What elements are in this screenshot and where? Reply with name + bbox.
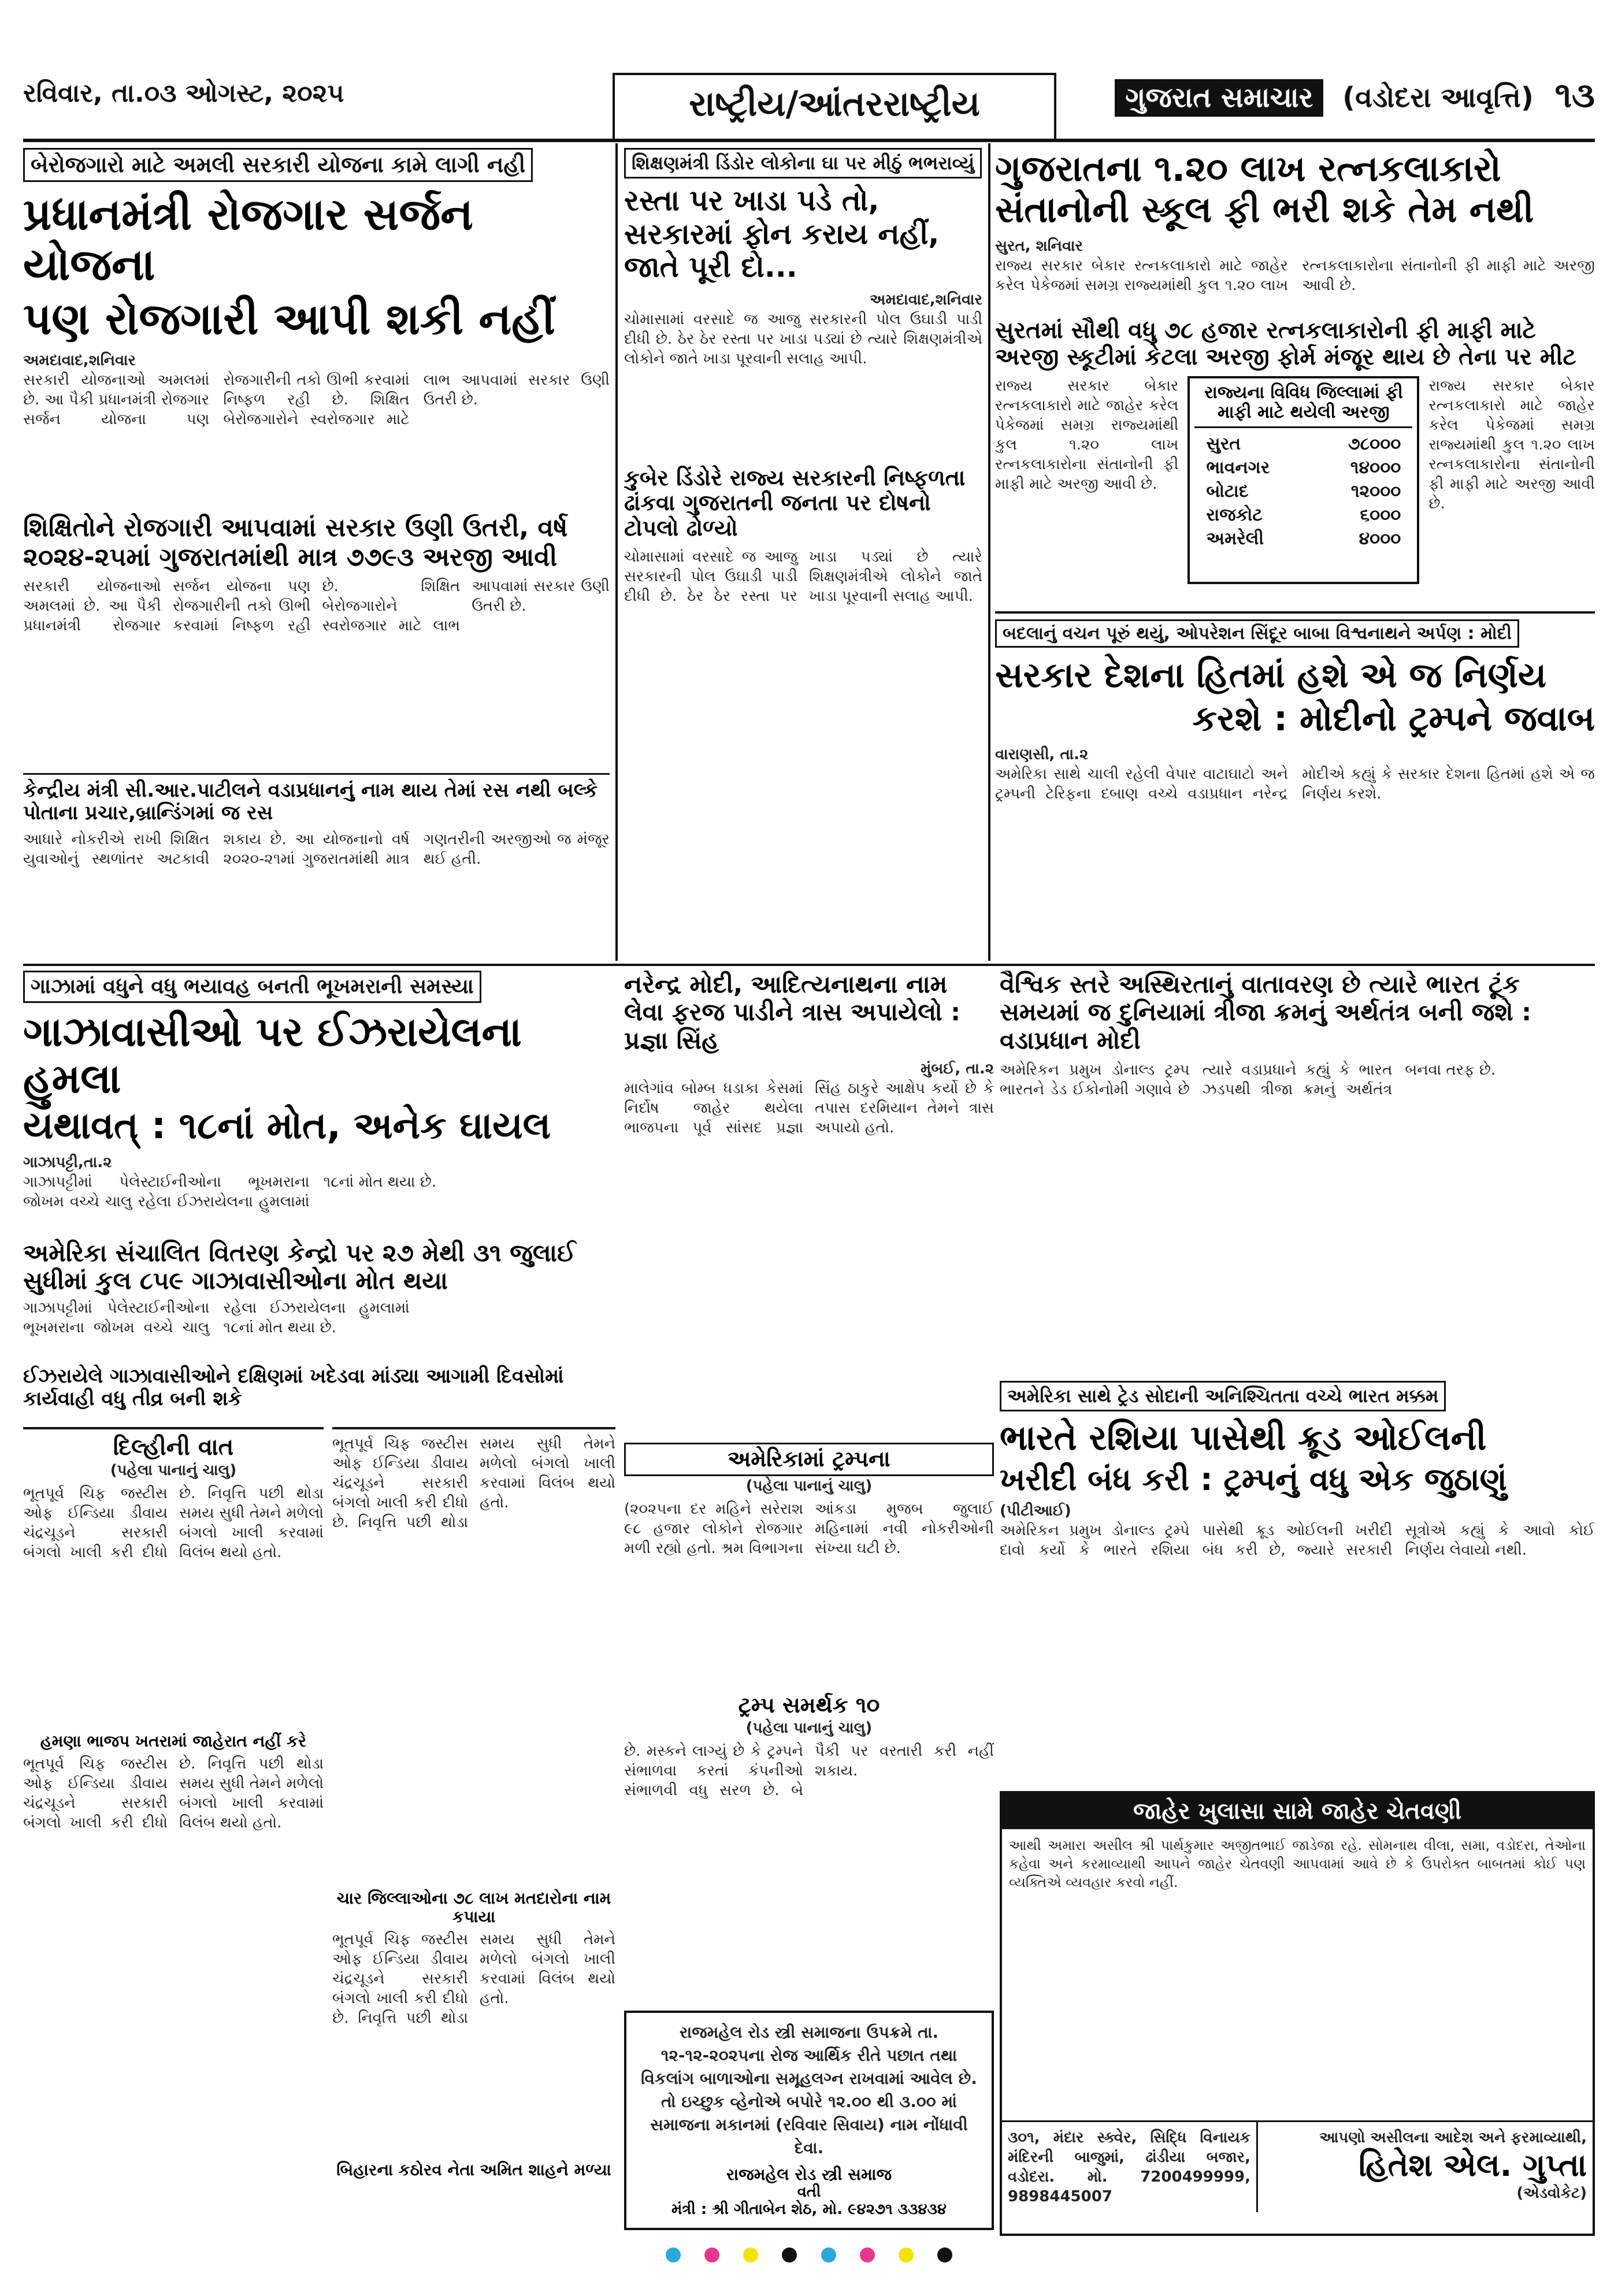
kicker: બદલાનું વચન પૂરું થયું, ઓપરેશન સિંદૂર બાબા વિશ્વનાથને અર્પણ : મોદી [995, 619, 1519, 648]
article-modi-trump [995, 611, 1595, 958]
notice-body: આથી અમારા અસીલ શ્રી પાર્થકુમાર અજીતભાઈ જાડેજા રહે. સોમનાથ વીલા, સમા, વડોદરા, તેઓના કહેવા અને કરમાવ્યાથી આપને જાહેર ચેતવણી આપવામાં આવે છે કે ઉપરોક્ત બાબતમાં કોઈ પણ વ્યક્તિએ વ્યવહાર કરવો નહીં. [1009, 1837, 1586, 1890]
article-body: અમેરિકન પ્રમુખ ડોનાલ્ડ ટ્રમ્પે દાવો કર્યો કે ભારતે રશિયા પાસેથી ક્રૂડ ઓઈલની ખરીદી બંધ કરી છે, જ્યારે સરકારી સૂત્રોએ કહ્યું કે આવો કોઈ નિર્ણય લેવાયો નથી. [1000, 1522, 1595, 1559]
table-row [1196, 433, 1411, 455]
page-number: ૧૩ [1554, 75, 1595, 116]
ad-body: રાજમહેલ રોડ સ્ત્રી સમાજના ઉપક્રમે તા. ૧૨-૧૨-૨૦૨૫ના રોજ આર્થિક રીતે પછાત તથા વિકલાંગ બાળાઓના સમૂહલગ્ન રાખવામાં આવેલ છે. તો ઇચ્છુક વ્હેનોએ બપોરે ૧૨.૦૦ થી ૩.૦૦ માં સમાજના મકાનમાં (રવિવાર સિવાય) નામ નોંધાવી દેવા. [641, 2023, 977, 2157]
article-dindor [624, 148, 982, 957]
article-body: ચોમાસામાં વરસાદે જ આજુ સરકારની પોલ ઉઘાડી પાડી દીધી છે. ઠેર ઠેર રસ્તા પર ખાડા પડ્યાં છે ત્યારે શિક્ષણમંત્રીએ લોકોને જાતે ખાડા પૂરવાની સલાહ આપી. [624, 310, 982, 367]
ad-contact: મંત્રી : શ્રી ગીતાબેન શેઠ, મો. ૯૪૨૭૧ ૩૩૪૩૪ [671, 2201, 947, 2219]
headline: દિલ્હીની વાત [113, 1434, 234, 1461]
kicker: અમેરિકા સાથે ટ્રેડ સોદાની અનિશ્ચિતતા વચ્ચે ભારત મક્કમ [1000, 1381, 1446, 1411]
article-body: સરકારી યોજનાઓ અમલમાં છે. આ પૈકી પ્રધાનમંત્રી રોજગાર સર્જન યોજના પણ રોજગારીની તકો ઊભી કરવામાં નિષ્ફળ રહી છે. શિક્ષિત બેરોજગારોને સ્વરોજગાર માટે લાભ આપવામાં સરકાર ઉણી ઉતરી છે. [23, 578, 610, 635]
article-body: ભૂતપૂર્વ ચિફ જસ્ટીસ ઓફ ઈન્ડિયા ડીવાય ચંદ્રચૂડને સરકારી બંગલો ખાલી કરી દીધો છે. નિવૃત્તિ પછી થોડા સમય સુધી તેમને મળેલો બંગલો ખાલી કરવામાં વિલંબ થયો હતો. [23, 1485, 324, 1561]
article-economy [1000, 971, 1595, 1375]
dateline: અમદાવાદ,શનિવાર [23, 352, 136, 370]
registration-dot-cyan [666, 2247, 681, 2262]
registration-dot-black [937, 2247, 952, 2262]
dateline: સુરત, શનિવાર [995, 237, 1083, 255]
registration-dot-magenta [860, 2247, 875, 2262]
article-body: ભૂતપૂર્વ ચિફ જસ્ટીસ ઓફ ઈન્ડિયા ડીવાય ચંદ્રચૂડને સરકારી બંગલો ખાલી કરી દીધો છે. નિવૃત્તિ પછી થોડા સમય સુધી તેમને મળેલો બંગલો ખાલી કરવામાં વિલંબ થયો હતો. [23, 1755, 324, 1832]
kicker: બેરોજગારો માટે અમલી સરકારી યોજના કામે લાગી નહી [23, 148, 533, 182]
article-rojgar-yojana [23, 148, 610, 957]
table-row [1196, 504, 1411, 526]
table-row [1196, 527, 1411, 550]
subheadline: બિહારના કઠોરવ નેતા અમિત શાહને મળ્યા [336, 2160, 611, 2180]
headline: યથાવત્ : ૧૮નાં મોત, અનેક ઘાયલ [23, 1105, 551, 1147]
dateline: મુંબઈ, તા.૨ [921, 1060, 994, 1078]
registration-dot-yellow [743, 2247, 758, 2262]
subheadline: હમણા ભાજપ ખતરામાં જાહેરાત નહીં કરે [40, 1732, 307, 1751]
article-body: અમેરિકા સાથે ચાલી રહેલી વેપાર વાટાઘાટો અને ટ્રમ્પની ટેરિફના દબાણ વચ્ચે વડાપ્રધાન નરેન્દ્ર મોદીએ કહ્યું કે સરકાર દેશના હિતમાં હશે એ જ નિર્ણય કરશે. [995, 766, 1595, 803]
article-body: ગાઝાપટ્ટીમાં પેલેસ્ટાઈનીઓના ભૂખમરાના જોખમ વચ્ચે ચાલુ રહેલા ઈઝરાયેલના હુમલામાં ૧૮નાં મોત થયા છે. [23, 1173, 437, 1210]
article-body: આધારે નોકરીએ રાખી શિક્ષિત યુવાઓનું સ્થળાંતર અટકાવી શકાય છે. આ યોજનાનો વર્ષ ૨૦૨૦-૨૧માં ગુજરાતમાંથી માત્ર ગણતરીની અરજીઓ જ મંજૂર થઈ હતી. [23, 830, 610, 868]
article-body: રાજ્ય સરકાર બેકાર રત્નકલાકારો માટે જાહેર કરેલ પેકેજમાં સમગ્ર રાજ્યમાંથી કુલ ૧.૨૦ લાખ રત્નકલાકારોના સંતાનોની ફી માફી માટે અરજી આવી છે. [995, 257, 1595, 294]
fee-table [1187, 376, 1419, 584]
subheadline: સુરતમાં સૌથી વધુ ૭૮ હજાર રત્નકલાકારોની ફી માફી માટે અરજી સ્કૂટીમાં કેટલા અરજી ફોર્મ મંજૂર થાય છે તેના પર મીટ [995, 317, 1576, 370]
count: ૪૦૦૦ [1359, 528, 1401, 549]
city: બોટાદ [1206, 481, 1249, 501]
article-body: ચોમાસામાં વરસાદે જ આજુ સરકારની પોલ ઉઘાડી પાડી દીધી છે. ઠેર ઠેર રસ્તા પર ખાડા પડ્યાં છે ત્યારે શિક્ષણમંત્રીએ લોકોને જાતે ખાડા પૂરવાની સલાહ આપી. [624, 548, 982, 605]
count: ૭૮૦૦૦ [1348, 433, 1401, 454]
subheadline: કુબેર ડિંડોરે રાજ્ય સરકારની નિષ્ફળતા ઢાંકવા ગુજરાતની જનતા પર દોષનો ટોપલો ઢોળ્યો [624, 465, 966, 541]
kicker: શિક્ષણમંત્રી ડિંડોર લોકોના ઘા પર મીઠું ભભરાવ્યું [624, 148, 982, 179]
headline: ગાઝાવાસીઓ પર ઈઝરાયેલના હુમલા [23, 1008, 522, 1102]
headline: અમેરિકામાં ટ્રમ્પના [624, 1443, 994, 1476]
registration-dot-magenta [704, 2247, 719, 2262]
notice-address: ૩૦૧, મંદાર સ્ક્વેર, સિદ્ધિ વિનાયક મંદિરની બાજુમાં, ઢાંડીયા બજાર, વડોદરા. મો. 7200499999, 9898445007 [1002, 2122, 1258, 2212]
dateline: વારાણસી, તા.૨ [995, 746, 1089, 763]
legal-notice [1000, 1791, 1595, 2236]
city: અમરેલી [1206, 528, 1264, 549]
ad-org: રાજમહેલ રોડ સ્ત્રી સમાજ [726, 2165, 892, 2184]
article-body: ભૂતપૂર્વ ચિફ જસ્ટીસ ઓફ ઈન્ડિયા ડીવાય ચંદ્રચૂડને સરકારી બંગલો ખાલી કરી દીધો છે. નિવૃત્તિ પછી થોડા સમય સુધી તેમને મળેલો બંગલો ખાલી કરવામાં વિલંબ થયો હતો. [332, 1931, 615, 2027]
edition-label: (વડોદરા આવૃત્તિ) [1342, 81, 1534, 114]
masthead [23, 55, 1595, 142]
headline: કરશે : મોદીનો ટ્રમ્પને જવાબ [1192, 699, 1595, 739]
table-row [1196, 456, 1411, 479]
table-title: રાજ્યના વિવિધ જિલ્લામાં ફી માફી માટે થયેલી અરજી [1194, 383, 1412, 428]
subheadline: શિક્ષિતોને રોજગારી આપવામાં સરકાર ઉણી ઉતરી, વર્ષ ૨૦૨૪-૨૫માં ગુજરાતમાંથી માત્ર ૭૭૯૩ અરજી આવી [23, 513, 568, 572]
headline: ખરીદી બંધ કરી : ટ્રમ્પનું વધુ એક જુઠાણું [1000, 1461, 1507, 1498]
article-body: ગાઝાપટ્ટીમાં પેલેસ્ટાઈનીઓના ભૂખમરાના જોખમ વચ્ચે ચાલુ રહેલા ઈઝરાયેલના હુમલામાં ૧૮નાં મોત થયા છે. [23, 1299, 410, 1337]
article-body: છે. મસ્કને લાગ્યું છે કે ટ્રમ્પને સંભાળવા કરતાં કંપનીઓ સંભાળવી વધુ સરળ છે. બે પૈકી પર વરતારી કરી નહીં શકાય. [624, 1742, 994, 1799]
lawyer-name: હિતેશ એલ. ગુપ્તા [1359, 2147, 1587, 2183]
article-ratnakalakar [995, 148, 1595, 604]
subheadline: ચાર જિલ્લાઓના ૭૮ લાખ મતદારોના નામ કપાયા [336, 1889, 611, 1927]
section-rule [23, 964, 1595, 966]
lawyer-title: (એડવોકેટ) [1516, 2184, 1587, 2202]
article-body: રાજ્ય સરકાર બેકાર રત્નકલાકારો માટે જાહેર કરેલ પેકેજમાં સમગ્ર રાજ્યમાંથી કુલ ૧.૨૦ લાખ રત્નકલાકારોના સંતાનોની ફી માફી માટે અરજી આવી છે. [1428, 377, 1595, 512]
article-pragya-singh [624, 971, 994, 1687]
ad-by: વતી [797, 2183, 821, 2201]
article-russia-crude [1000, 1381, 1595, 1774]
article-delhi-cont [332, 1427, 615, 2236]
headline: સરકાર દેશના હિતમાં હશે એ જ નિર્ણય [995, 655, 1546, 696]
article-body: માલેગાંવ બોમ્બ ધડાકા કેસમાં નિર્દોષ જાહેર થયેલા ભાજપના પૂર્વ સાંસદ પ્રજ્ઞા સિંહ ઠાકુરે આક્ષેપ કર્યો છે કે તપાસ દરમિયાન તેમને ત્રાસ અપાયો હતો. [624, 1079, 994, 1136]
city: રાજકોટ [1206, 504, 1263, 525]
column-rule [988, 143, 990, 961]
registration-dot-yellow [899, 2247, 914, 2262]
article-delhi [23, 1427, 324, 2236]
subheadline: અમેરિકા સંચાલિત વિતરણ કેન્દ્રો પર ૨૭ મેથી ૩૧ જુલાઈ સુધીમાં કુલ ૮૫૯ ગાઝાવાસીઓના મોત થયા [23, 1238, 576, 1295]
article-body: સરકારી યોજનાઓ અમલમાં છે. આ પૈકી પ્રધાનમંત્રી રોજગાર સર્જન યોજના પણ રોજગારીની તકો ઊભી કરવામાં નિષ્ફળ રહી છે. શિક્ષિત બેરોજગારોને સ્વરોજગાર માટે લાભ આપવામાં સરકાર ઉણી ઉતરી છે. [23, 371, 610, 429]
issue-date: રવિવાર, તા.૦૩ ઓગસ્ટ, ૨૦૨૫ [23, 79, 344, 108]
count: ૧૪૦૦૦ [1350, 457, 1401, 478]
kicker: ગાઝામાં વધુને વધુ ભયાવહ બનતી ભૂખમરાની સમસ્યા [23, 971, 481, 1003]
paper-logo: ગુજરાત સમાચાર [1115, 79, 1323, 117]
registration-dot-black [782, 2247, 797, 2262]
article-body: (૨૦૨૫ના દર મહિને સરેરાશ ૯૮ હજાર લોકોને રોજગાર મળી રહ્યો હતો. શ્રમ વિભાગના આંકડા મુજબ જુલાઈ મહિનામાં નવી નોકરીઓની સંખ્યા ઘટી છે. [624, 1500, 994, 1557]
paper-branding [1115, 75, 1595, 117]
headline: રસ્તા પર ખાડા પડે તો, સરકારમાં ફોન કરાય નહીં, જાતે પૂરી દો... [624, 184, 940, 284]
headline: વૈશ્વિક સ્તરે અસ્થિરતાનું વાતાવરણ છે ત્યારે ભારત ટૂંક સમયમાં જ દુનિયામાં ત્રીજા ક્રમનું અર્થતંત્ર બની જશે : વડાપ્રધાન મોદી [1000, 971, 1532, 1054]
dateline: અમદાવાદ,શનિવાર [870, 291, 982, 309]
headline: પણ રોજગારી આપી શકી નહીં [23, 292, 555, 344]
registration-marks [23, 2247, 1595, 2276]
continued-label: (પહેલા પાનાનું ચાલુ) [745, 1719, 873, 1737]
article-body: ભૂતપૂર્વ ચિફ જસ્ટીસ ઓફ ઈન્ડિયા ડીવાય ચંદ્રચૂડને સરકારી બંગલો ખાલી કરી દીધો છે. નિવૃત્તિ પછી થોડા સમય સુધી તેમને મળેલો બંગલો ખાલી કરવામાં વિલંબ થયો હતો. [332, 1435, 615, 1531]
registration-dot-cyan [821, 2247, 836, 2262]
headline: ગુજરાતના ૧.૨૦ લાખ રત્નકલાકારો સંતાનોની સ્કૂલ ફી ભરી શકે તેમ નથી [995, 148, 1534, 231]
continued-label: (પહેલા પાનાનું ચાલુ) [745, 1477, 873, 1495]
continued-label: (પહેલા પાનાનું ચાલુ) [110, 1462, 237, 1479]
article-gaza [23, 971, 610, 1421]
samuh-lagna-ad [624, 2011, 994, 2230]
city: ભાવનગર [1206, 457, 1270, 478]
article-body: રાજ્ય સરકાર બેકાર રત્નકલાકારો માટે જાહેર કરેલ પેકેજમાં સમગ્ર રાજ્યમાંથી કુલ ૧.૨૦ લાખ રત્નકલાકારોના સંતાનોની ફી માફી માટે અરજી આવી છે. [995, 377, 1179, 493]
subheadline: ઈઝરાયેલે ગાઝાવાસીઓને દક્ષિણમાં ખદેડવા માંડ્યા આગામી દિવસોમાં કાર્યવાહી વધુ તીવ્ર બની શકે [23, 1365, 564, 1411]
column-rule [615, 143, 618, 961]
dateline: (પીટીઆઈ) [1000, 1502, 1071, 1520]
headline: ટ્રમ્પ સમર્થક ૧૦ [738, 1693, 880, 1718]
subheadline: કેન્દ્રીય મંત્રી સી.આર.પાટીલને વડાપ્રધાનનું નામ થાય તેમાં રસ નથી બલ્કે પોતાના પ્રચાર,બ્રાન્ડિંગમાં જ રસ [23, 773, 610, 824]
article-body: અમેરિકન પ્રમુખ ડોનાલ્ડ ટ્રમ્પ ભારતને ડેડ ઈકોનોમી ગણાવે છે ત્યારે વડાપ્રધાને કહ્યું કે ભારત ઝડપથી ત્રીજા ક્રમનું અર્થતંત્ર બનવા તરફ છે. [1000, 1061, 1496, 1098]
table-row [1196, 480, 1411, 503]
city: સુરત [1206, 433, 1241, 454]
headline: પ્રધાનમંત્રી રોજગાર સર્જન યોજના [23, 188, 473, 291]
headline: નરેન્દ્ર મોદી, આદિત્યનાથના નામ લેવા ફરજ પાડીને ત્રાસ અપાયેલો : પ્રજ્ઞા સિંહ [624, 971, 961, 1054]
headline: ભારતે રશિયા પાસેથી ક્રૂડ ઓઈલની [1000, 1418, 1487, 1458]
dateline: ગાઝાપટ્ટી,તા.૨ [23, 1153, 112, 1171]
count: ૬૦૦૦ [1360, 504, 1401, 525]
notice-title: જાહેર ખુલાસા સામે જાહેર ચેતવણી [1002, 1793, 1593, 1829]
count: ૧૨૦૦૦ [1350, 481, 1401, 501]
notice-footer-note: આપણો અસીલના આદેશ અને ફરમાવ્યાથી, [1319, 2129, 1587, 2146]
section-title: રાષ્ટ્રીય/આંતરરાષ્ટ્રીય [613, 73, 1056, 139]
